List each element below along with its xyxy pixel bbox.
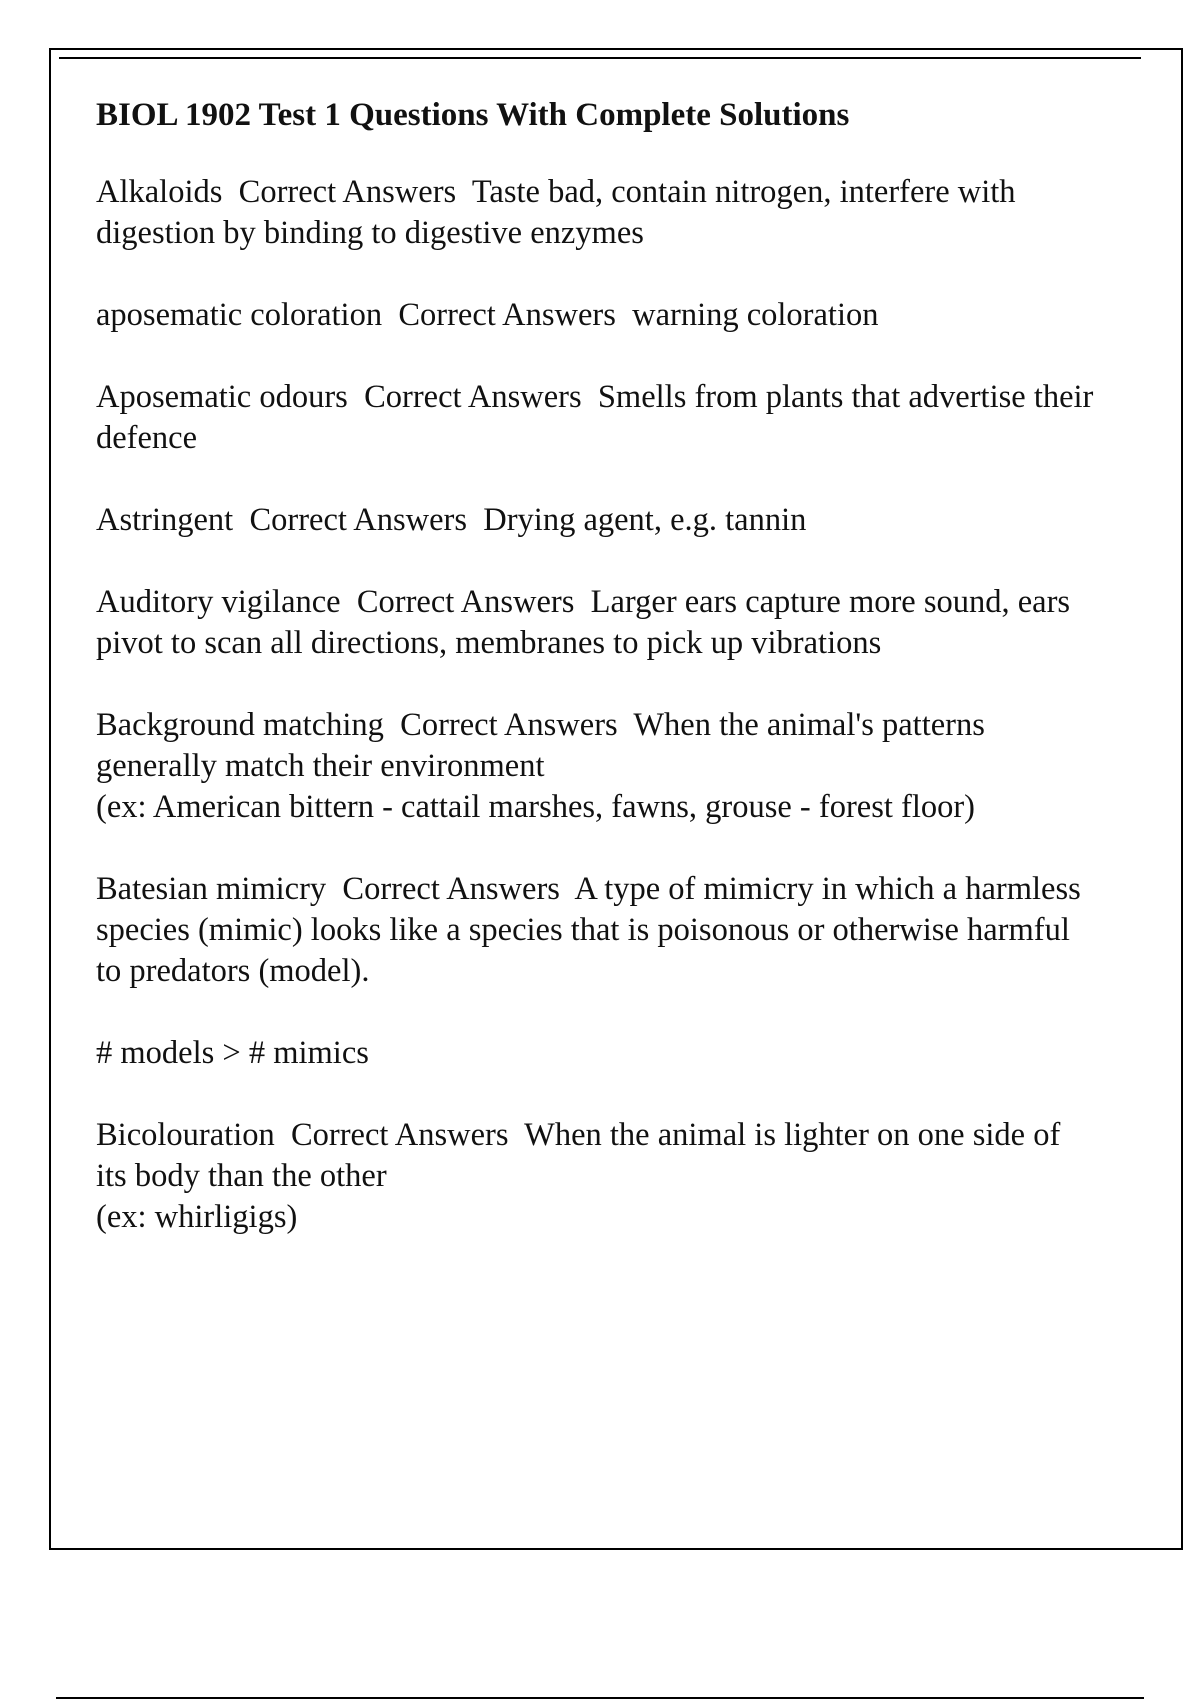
entry-answer: Smells from plants that advertise their defence	[96, 379, 1094, 456]
answer-marker: Correct Answers	[238, 174, 457, 210]
entry-plain-text: # models > # mimics	[96, 1035, 369, 1071]
entry-term: Alkaloids	[96, 174, 223, 210]
answer-marker: Correct Answers	[400, 707, 618, 743]
qa-entry-aposematic-odours	[96, 377, 1096, 459]
frame-top-rule	[59, 57, 1141, 59]
qa-entry-alkaloids	[96, 172, 1096, 254]
answer-marker: Correct Answers	[290, 1117, 509, 1153]
entry-term: Auditory vigilance	[96, 584, 341, 620]
entry-term: Bicolouration	[96, 1117, 275, 1153]
answer-marker: Correct Answers	[356, 584, 575, 620]
qa-entry-auditory-vigilance	[96, 582, 1096, 664]
entry-answer: Drying agent, e.g. tannin	[483, 502, 807, 538]
bottom-rule	[56, 1697, 1144, 1699]
page-title: BIOL 1902 Test 1 Questions With Complete Solutions	[96, 97, 850, 133]
entry-example: (ex: American bittern - cattail marshes, fawns, grouse - forest floor)	[96, 789, 975, 825]
answer-marker: Correct Answers	[364, 379, 582, 415]
entry-answer: A type of mimicry in which a harmless species (mimic) looks like a species that is poisonous or otherwise harmful to predators (model).	[96, 871, 1081, 989]
entry-answer: When the animal is lighter on one side of its body than the other	[96, 1117, 1061, 1194]
entry-answer: Taste bad, contain nitrogen, interfere with digestion by binding to digestive enzymes	[96, 174, 1016, 251]
entry-term: Aposematic odours	[96, 379, 348, 415]
entry-term: Batesian mimicry	[96, 871, 327, 907]
entry-term: Astringent	[96, 502, 234, 538]
qa-entry-note	[96, 1033, 1096, 1074]
document-body	[96, 96, 1096, 1279]
entry-answer: When the animal's patterns generally match their environment	[96, 707, 985, 784]
qa-entry-aposematic-coloration	[96, 295, 1096, 336]
qa-entry-bicolouration	[96, 1115, 1096, 1238]
answer-marker: Correct Answers	[342, 871, 560, 907]
entry-term: aposematic coloration	[96, 297, 383, 333]
entry-answer: Larger ears capture more sound, ears pivot to scan all directions, membranes to pick up vibrations	[96, 584, 1071, 661]
answer-marker: Correct Answers	[249, 502, 467, 538]
qa-entry-batesian-mimicry	[96, 869, 1096, 992]
answer-marker: Correct Answers	[398, 297, 616, 333]
entry-answer: warning coloration	[632, 297, 879, 333]
qa-entry-astringent	[96, 500, 1096, 541]
entry-example: (ex: whirligigs)	[96, 1199, 298, 1235]
qa-entry-background-matching	[96, 705, 1096, 828]
entry-term: Background matching	[96, 707, 384, 743]
